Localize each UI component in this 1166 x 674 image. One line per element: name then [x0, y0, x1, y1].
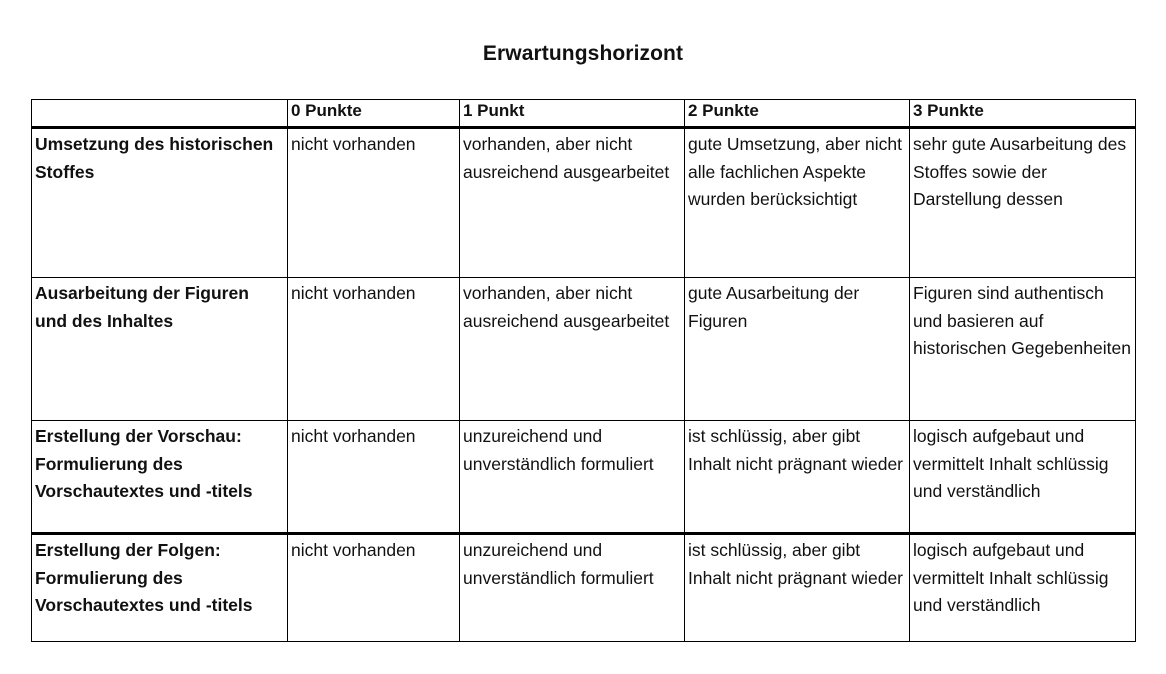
header-1-punkt: 1 Punkt [460, 100, 685, 128]
score-2-cell: ist schlüssig, aber gibt Inhalt nicht prägnant wieder [685, 534, 910, 642]
header-2-punkte: 2 Punkte [685, 100, 910, 128]
table-row [32, 128, 1136, 278]
rubric-table [31, 99, 1136, 642]
score-3-cell: logisch aufgebaut und vermittelt Inhalt schlüssig und verständlich [910, 421, 1136, 534]
table-row [32, 421, 1136, 534]
criterion-cell: Umsetzung des historischen Stoffes [32, 128, 288, 278]
table-row [32, 534, 1136, 642]
criterion-cell: Ausarbeitung der Figuren und des Inhaltes [32, 278, 288, 421]
score-0-cell: nicht vorhanden [288, 421, 460, 534]
score-3-cell: Figuren sind authentisch und basieren auf historischen Gegebenheiten [910, 278, 1136, 421]
criterion-cell: Erstellung der Vorschau: Formulierung des Vorschautextes und -titels [32, 421, 288, 534]
criterion-cell: Erstellung der Folgen: Formulierung des Vorschautextes und -titels [32, 534, 288, 642]
score-0-cell: nicht vorhanden [288, 278, 460, 421]
header-0-punkte: 0 Punkte [288, 100, 460, 128]
score-2-cell: gute Umsetzung, aber nicht alle fachlichen Aspekte wurden berücksichtigt [685, 128, 910, 278]
page-title: Erwartungshorizont [482, 42, 684, 65]
score-2-cell: ist schlüssig, aber gibt Inhalt nicht prägnant wieder [685, 421, 910, 534]
score-1-cell: unzureichend und unverständlich formuliert [460, 534, 685, 642]
score-0-cell: nicht vorhanden [288, 128, 460, 278]
score-1-cell: vorhanden, aber nicht ausreichend ausgearbeitet [460, 278, 685, 421]
score-1-cell: vorhanden, aber nicht ausreichend ausgearbeitet [460, 128, 685, 278]
header-row [32, 100, 1136, 128]
score-2-cell: gute Ausarbeitung der Figuren [685, 278, 910, 421]
score-0-cell: nicht vorhanden [288, 534, 460, 642]
header-3-punkte: 3 Punkte [910, 100, 1136, 128]
header-criterion [32, 100, 288, 128]
score-1-cell: unzureichend und unverständlich formuliert [460, 421, 685, 534]
table-row [32, 278, 1136, 421]
score-3-cell: sehr gute Ausarbeitung des Stoffes sowie der Darstellung dessen [910, 128, 1136, 278]
score-3-cell: logisch aufgebaut und vermittelt Inhalt schlüssig und verständlich [910, 534, 1136, 642]
